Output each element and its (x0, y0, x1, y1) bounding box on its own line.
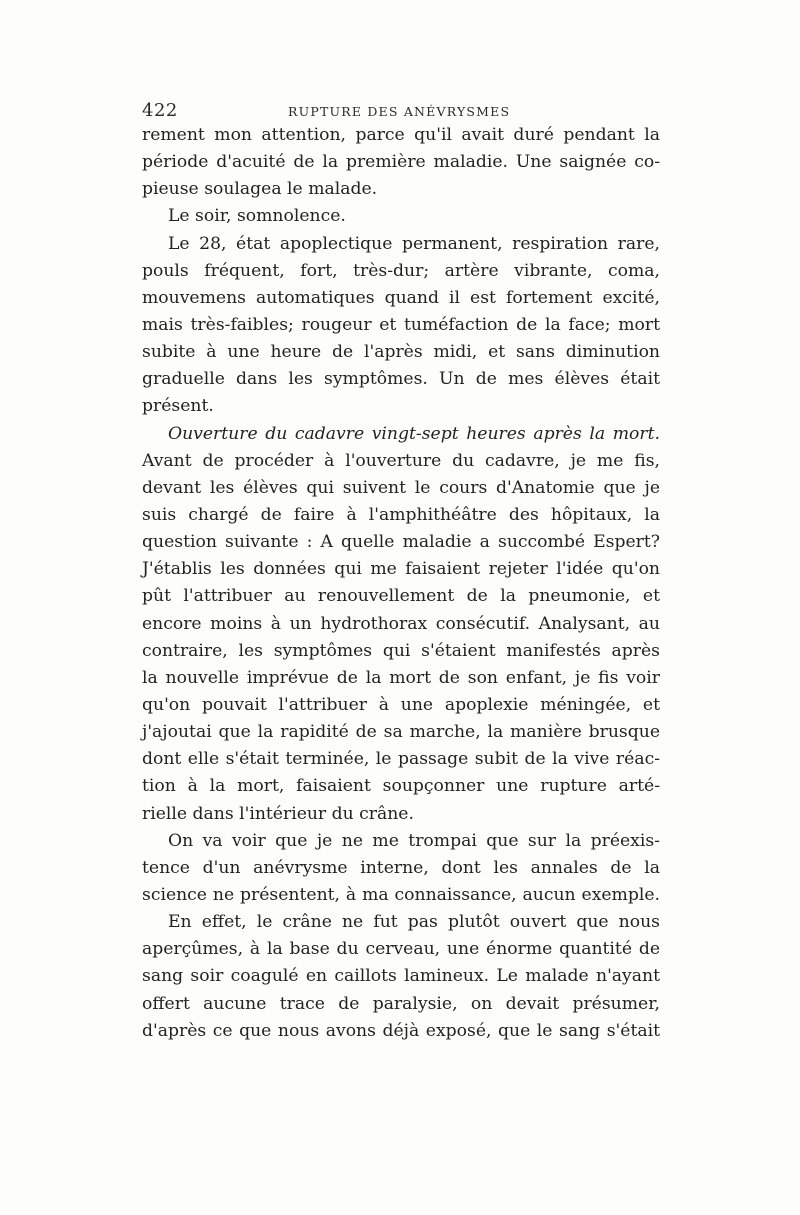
text-line: rielle dans l'intérieur du crâne. (142, 803, 414, 824)
text-line: Avant de procéder à l'ouverture du cadavre, je me fis, (142, 450, 660, 471)
text-line: aperçûmes, à la base du cerveau, une énorme quantité de (142, 939, 660, 960)
text-line: question suivante : A quelle maladie a succombé Espert? (142, 532, 660, 553)
text-line: d'après ce que nous avons déjà exposé, que le sang s'était (142, 1020, 660, 1041)
text-line: offert aucune trace de paralysie, on devait présumer, (142, 993, 660, 1014)
text-line: sang soir coagulé en caillots lamineux. Le malade n'ayant (142, 966, 660, 987)
text-line: pieuse soulagea le malade. (142, 179, 378, 200)
body-text (142, 122, 660, 1045)
text-line: En effet, le crâne ne fut pas plutôt ouvert que nous (168, 912, 660, 933)
text-line: subite à une heure de l'après midi, et sans diminution (142, 342, 660, 363)
text-line: mouvemens automatiques quand il est fortement excité, (142, 287, 660, 308)
text-line: période d'acuité de la première maladie. Une saignée co- (142, 152, 660, 173)
running-title: RUPTURE DES ANÉVRYSMES (288, 104, 511, 119)
page-header (142, 100, 662, 124)
text-line: suis chargé de faire à l'amphithéâtre des hôpitaux, la (142, 504, 660, 525)
text-line: pouls fréquent, fort, très-dur; artère vibrante, coma, (142, 260, 660, 281)
text-line: tence d'un anévrysme interne, dont les annales de la (142, 857, 660, 878)
text-line: contraire, les symptômes qui s'étaient manifestés après (142, 640, 660, 661)
text-line: qu'on pouvait l'attribuer à une apoplexie méningée, et (142, 694, 660, 715)
text-line: encore moins à un hydrothorax consécutif. Analysant, au (142, 613, 660, 634)
text-line: présent. (142, 396, 214, 417)
text-line: la nouvelle imprévue de la mort de son enfant, je fis voir (142, 667, 660, 688)
text-line: tion à la mort, faisaient soupçonner une rupture arté- (142, 776, 660, 797)
text-line: Le 28, état apoplectique permanent, respiration rare, (168, 233, 660, 254)
page-number: 422 (142, 100, 178, 121)
text-line: On va voir que je ne me trompai que sur la préexis- (168, 830, 660, 851)
text-line: dont elle s'était terminée, le passage subit de la vive réac- (142, 749, 660, 770)
text-line: science ne présentent, à ma connaissance, aucun exemple. (142, 884, 660, 905)
text-line: mais très-faibles; rougeur et tuméfaction de la face; mort (142, 314, 660, 335)
text-line: graduelle dans les symptômes. Un de mes élèves était (142, 369, 660, 390)
text-line: J'établis les données qui me faisaient rejeter l'idée qu'on (142, 559, 660, 580)
text-line: j'ajoutai que la rapidité de sa marche, la manière brusque (142, 722, 660, 743)
text-line: Le soir, somnolence. (168, 206, 346, 227)
text-line: rement mon attention, parce qu'il avait duré pendant la (142, 125, 660, 145)
text-line: pût l'attribuer au renouvellement de la pneumonie, et (142, 586, 660, 607)
text-line: devant les élèves qui suivent le cours d'Anatomie que je (142, 477, 660, 498)
section-heading: Ouverture du cadavre vingt-sept heures après la mort. (168, 423, 660, 444)
